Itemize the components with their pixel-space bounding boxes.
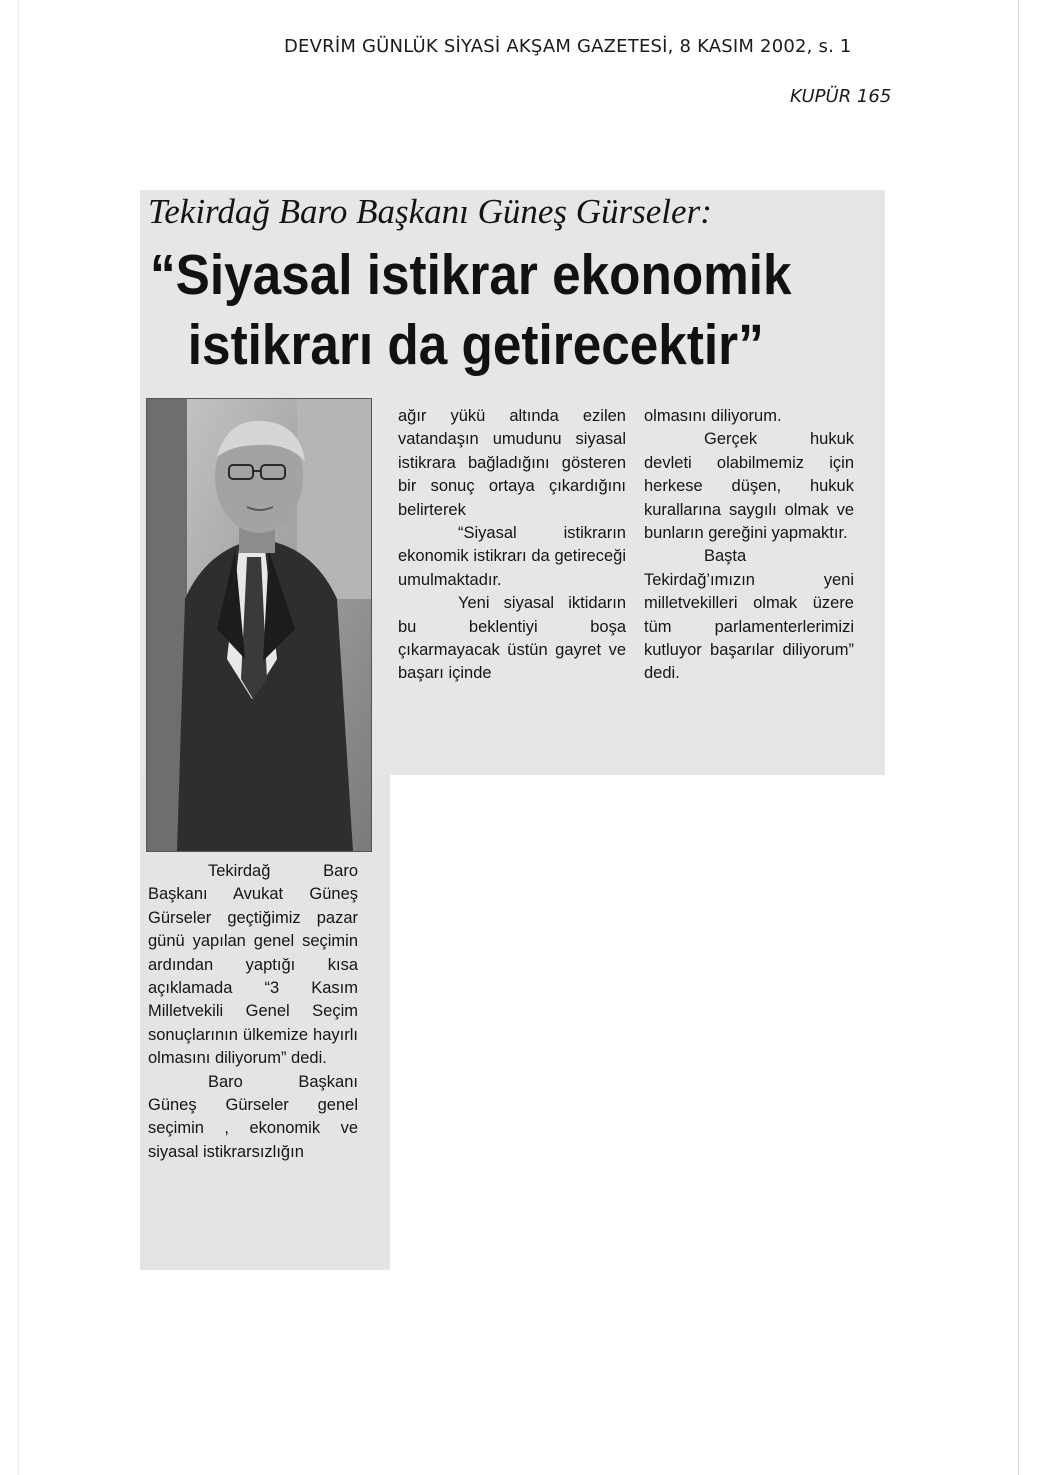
column-3-paragraph-2: Gerçek hukuk devleti olabilmemiz için herkese düşen, hukuk kurallarına saygılı olmak ve bunların gereğini yapmaktır. [644,430,854,543]
article-column-3 [644,405,854,686]
column-3-paragraph-1: olmasını diliyorum. [644,407,782,425]
column-3-paragraph-3: Başta Tekirdağ’ımızın yeni milletvekilleri olmak üzere tüm parlamenterlerimizi kutluyor başarılar diliyorum” dedi. [644,547,854,683]
article-column-1 [148,860,358,1164]
headline-line-1: “Siyasal istikrar ekonomik [150,243,792,307]
column-2-paragraph-3: Yeni siyasal iktidarın bu beklentiyi boşa çıkarmayacak üstün gayret ve başarı içinde [398,594,626,683]
lead-paragraph: Tekirdağ Baro Başkanı Avukat Güneş Gürseler geçtiğimiz pazar günü yapılan genel seçimin ardından yaptığı kısa açıklamada “3 Kasım Milletvekili Genel Seçim sonuçlarının ülkemize hayırlı olmasını diliyorum” dedi. [148,862,358,1068]
clipping-number: KUPÜR 165 [790,86,892,107]
headline-line-2: istikrarı da getirecektir” [187,313,764,377]
page-edge-right [1018,0,1019,1475]
article-kicker: Tekirdağ Baro Başkanı Güneş Gürseler: [148,192,712,231]
column-2-paragraph-2: “Siyasal istikrarın ekonomik istikrarı da getireceği umulmaktadır. [398,524,626,589]
article-column-2 [398,405,626,686]
article-headline [150,240,812,380]
page-edge-left [18,0,19,1475]
column-1-paragraph-1: Baro Başkanı Güneş Gürseler genel seçimin , ekonomik ve siyasal istikrarsızlığın [148,1072,358,1161]
source-citation: DEVRİM GÜNLÜK SİYASİ AKŞAM GAZETESİ, 8 KASIM 2002, s. 1 [284,36,852,57]
portrait-photo-icon [146,398,372,852]
column-2-paragraph-1: ağır yükü altında ezilen vatandaşın umudunu siyasal istikrara bağladığını gösteren bir sonuç ortaya çıkardığını belirterek [398,407,626,519]
